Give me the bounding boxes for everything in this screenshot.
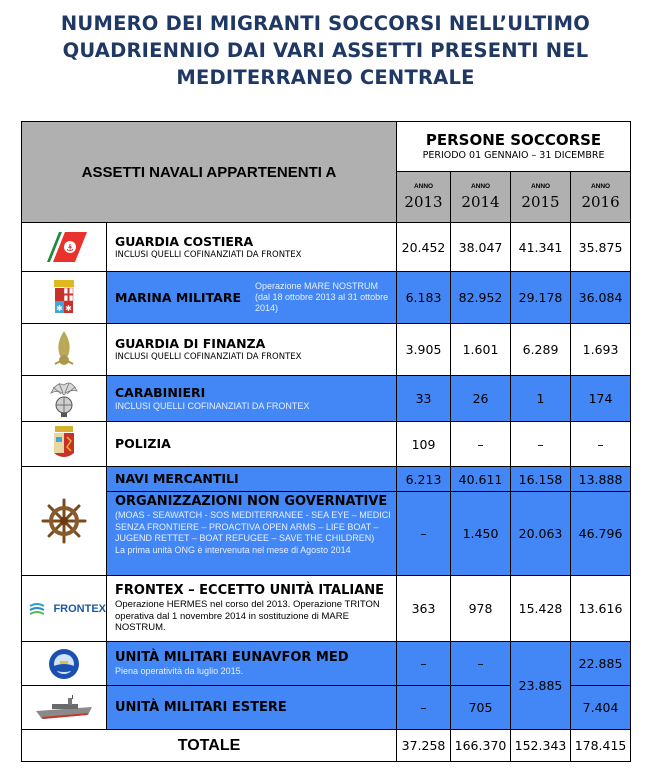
asset-cell <box>107 467 397 492</box>
total-2015: 152.343 <box>511 730 571 762</box>
total-2014: 166.370 <box>451 730 511 762</box>
asset-note: INCLUSI QUELLI COFINANZIATI DA FRONTEX <box>115 352 302 362</box>
year-label: 2014 <box>461 193 500 211</box>
table-row-eunavfor <box>22 642 631 686</box>
asset-name: ORGANIZZAZIONI NON GOVERNATIVE <box>115 494 388 509</box>
table-row-polizia <box>22 422 631 467</box>
value-2013: 109 <box>397 422 451 467</box>
year-header-2014 <box>451 172 511 223</box>
total-2016: 178.415 <box>571 730 631 762</box>
asset-note-2: La prima unità ONG è intervenuta nel mese di Agosto 2014 <box>115 544 351 555</box>
value-2015: 41.341 <box>511 223 571 272</box>
value-2016: 36.084 <box>571 272 631 324</box>
value-2013: – <box>397 642 451 686</box>
coast-guard-stripe-icon <box>22 223 107 272</box>
value-2014: 978 <box>451 576 511 642</box>
value-2014: – <box>451 422 511 467</box>
table-row-guardia-di-finanza <box>22 324 631 376</box>
asset-note: (MOAS - SEAWATCH - SOS MEDITERRANEE - SEA EYE – MEDICI SENZA FRONTIERE – PROACTIVA OPEN ARMS – LIFE BOAT – JUGEND RETTET – BOAT REFUGEE – SAVE THE CHILDREN) <box>115 510 391 543</box>
value-2013: – <box>397 492 451 576</box>
value-2014: 1.450 <box>451 492 511 576</box>
title-line-3: MEDITERRANEO CENTRALE <box>176 66 475 89</box>
asset-cell <box>107 686 397 730</box>
document-title <box>0 10 651 91</box>
value-2015: 29.178 <box>511 272 571 324</box>
table-row-total <box>22 730 631 762</box>
value-2015: 20.063 <box>511 492 571 576</box>
asset-note: Operazione HERMES nel corso del 2013. Operazione TRITON operativa dal 1 novembre 2014 in sostituzione di MARE NOSTRUM. <box>115 599 380 634</box>
value-2016: 13.888 <box>571 467 631 492</box>
eunavfor-emblem-icon <box>22 642 107 686</box>
table-row-ong <box>22 492 631 576</box>
value-2013: – <box>397 686 451 730</box>
header-assets-label: ASSETTI NAVALI APPARTENENTI A <box>22 122 397 223</box>
value-2015: 15.428 <box>511 576 571 642</box>
asset-name: GUARDIA DI FINANZA <box>115 336 266 351</box>
value-2016: – <box>571 422 631 467</box>
header-persone-soccorse <box>397 122 631 172</box>
asset-cell <box>107 223 397 272</box>
warship-icon <box>22 686 107 730</box>
header-row-top <box>22 122 631 172</box>
value-2016: 7.404 <box>571 686 631 730</box>
anno-label: ANNO <box>470 183 491 190</box>
value-2014: 82.952 <box>451 272 511 324</box>
value-2015: 16.158 <box>511 467 571 492</box>
value-2016: 13.616 <box>571 576 631 642</box>
frontex-logo-icon <box>22 576 107 642</box>
svg-text:⚓: ⚓ <box>65 244 75 254</box>
asset-cell <box>107 324 397 376</box>
persone-soccorse-title: PERSONE SOCCORSE <box>425 131 602 149</box>
table-row-marina-militare <box>22 272 631 324</box>
value-2015: 1 <box>511 376 571 422</box>
year-header-2015 <box>511 172 571 223</box>
value-2013: 6.183 <box>397 272 451 324</box>
asset-cell <box>107 422 397 467</box>
year-header-2016 <box>571 172 631 223</box>
value-2014: 40.611 <box>451 467 511 492</box>
asset-name: MARINA MILITARE <box>115 289 241 305</box>
year-label: 2015 <box>521 193 560 211</box>
rescue-table <box>21 121 631 762</box>
value-2014: 26 <box>451 376 511 422</box>
value-2014: – <box>451 642 511 686</box>
value-2016: 46.796 <box>571 492 631 576</box>
anno-label: ANNO <box>413 183 434 190</box>
value-2013: 33 <box>397 376 451 422</box>
value-2014: 705 <box>451 686 511 730</box>
asset-name: NAVI MERCANTILI <box>115 471 239 486</box>
value-2016: 35.875 <box>571 223 631 272</box>
anno-label: ANNO <box>530 183 551 190</box>
asset-name: UNITÀ MILITARI ESTERE <box>115 699 287 715</box>
value-2016: 1.693 <box>571 324 631 376</box>
value-2013: 20.452 <box>397 223 451 272</box>
value-2013: 6.213 <box>397 467 451 492</box>
value-2016: 174 <box>571 376 631 422</box>
table-row-carabinieri <box>22 376 631 422</box>
asset-note: INCLUSI QUELLI COFINANZIATI DA FRONTEX <box>115 401 310 411</box>
table-row-frontex <box>22 576 631 642</box>
carabinieri-grenade-icon <box>22 376 107 422</box>
frontex-logo-text: FRONTEX <box>53 602 106 615</box>
year-label: 2013 <box>404 193 443 211</box>
asset-name: CARABINIERI <box>115 385 206 400</box>
value-2014: 1.601 <box>451 324 511 376</box>
svg-text:✱: ✱ <box>56 303 63 313</box>
asset-name: GUARDIA COSTIERA <box>115 233 254 249</box>
asset-name: POLIZIA <box>115 436 171 451</box>
ship-wheel-icon <box>22 467 107 576</box>
total-2013: 37.258 <box>397 730 451 762</box>
asset-cell <box>107 576 397 642</box>
asset-cell <box>107 376 397 422</box>
year-header-2013 <box>397 172 451 223</box>
value-2016: 22.885 <box>571 642 631 686</box>
anno-label: ANNO <box>590 183 611 190</box>
navy-coat-of-arms-icon <box>22 272 107 324</box>
total-label: TOTALE <box>22 730 397 762</box>
asset-name: FRONTEX – ECCETTO UNITÀ ITALIANE <box>115 583 385 599</box>
finance-guard-flame-icon <box>22 324 107 376</box>
value-2013: 3.905 <box>397 324 451 376</box>
asset-cell <box>107 272 397 324</box>
value-2015: 6.289 <box>511 324 571 376</box>
asset-cell <box>107 492 397 576</box>
value-2015-merged: 23.885 <box>511 642 571 730</box>
title-line-1: NUMERO DEI MIGRANTI SOCCORSI NELL’ULTIMO <box>60 12 591 35</box>
svg-text:✱: ✱ <box>65 303 72 313</box>
asset-note: Operazione MARE NOSTRUM (dal 18 ottobre 2013 al 31 ottobre 2014) <box>255 281 389 313</box>
asset-name: UNITÀ MILITARI EUNAVFOR MED <box>115 650 349 665</box>
persone-soccorse-period: PERIODO 01 GENNAIO – 31 DICEMBRE <box>422 150 605 161</box>
table-row-navi-mercantili <box>22 467 631 492</box>
value-2014: 38.047 <box>451 223 511 272</box>
value-2015: – <box>511 422 571 467</box>
year-label: 2016 <box>581 193 620 211</box>
asset-note: Piena operatività da luglio 2015. <box>115 666 244 676</box>
asset-cell <box>107 642 397 686</box>
table-row-guardia-costiera <box>22 223 631 272</box>
value-2013: 363 <box>397 576 451 642</box>
police-coat-of-arms-icon <box>22 422 107 467</box>
title-line-2: QUADRIENNIO DAI VARI ASSETTI PRESENTI NEL <box>62 39 589 62</box>
asset-note: INCLUSI QUELLI COFINANZIATI DA FRONTEX <box>115 249 302 260</box>
